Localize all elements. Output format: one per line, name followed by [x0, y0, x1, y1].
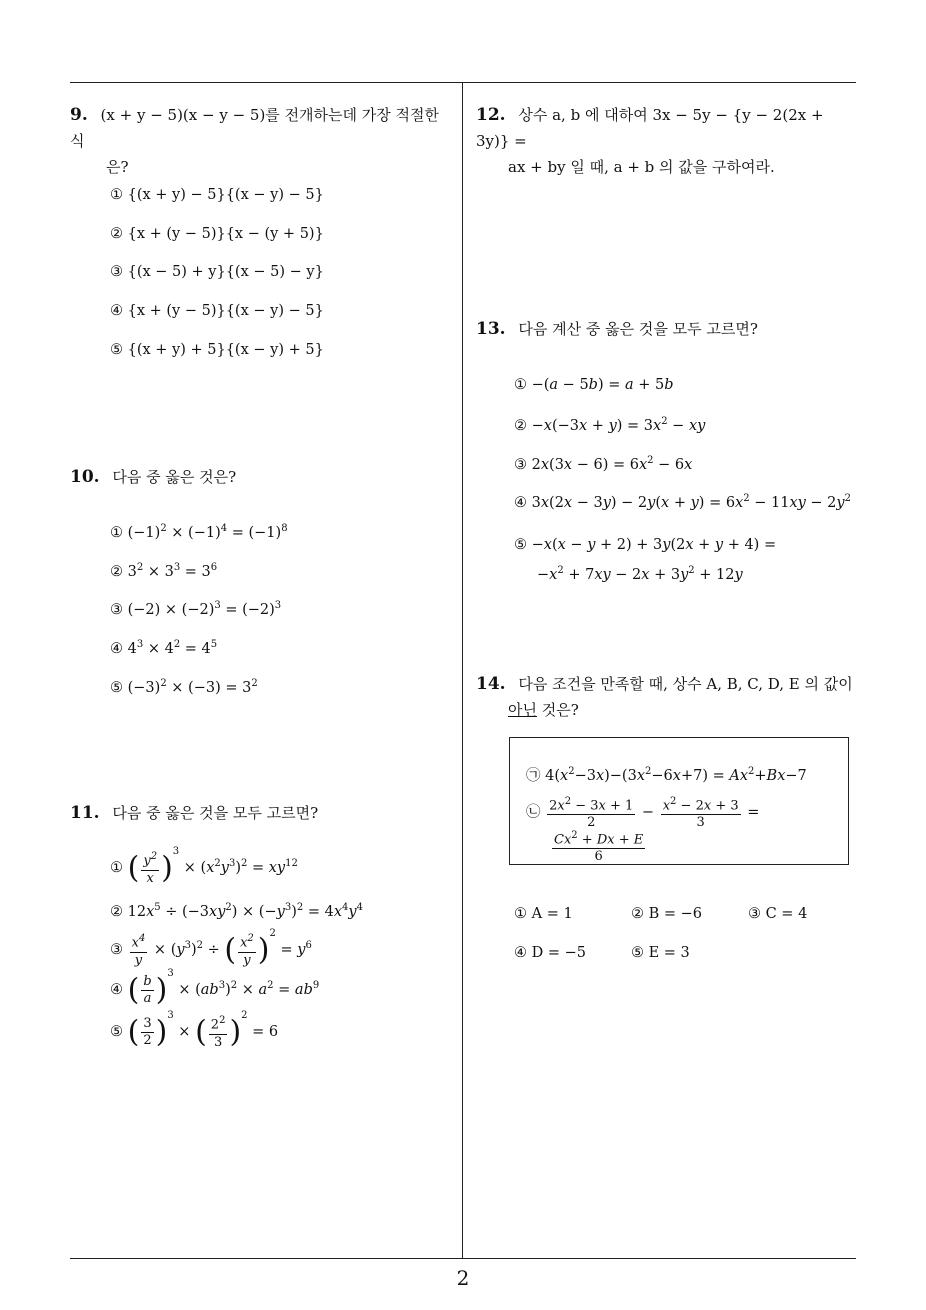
- q14-option-5[interactable]: ⑤ E = 3: [631, 945, 690, 961]
- question-number: 13.: [476, 319, 506, 339]
- question-11: [70, 800, 456, 826]
- question-number: 12.: [476, 105, 506, 125]
- question-number: 9.: [70, 105, 88, 125]
- q9-option-3[interactable]: ③ {(x − 5) + y}{(x − 5) − y}: [110, 264, 324, 280]
- q10-option-4[interactable]: ④ $4^3 \times 4^2 = 4^5$: [110, 639, 218, 657]
- q14-option-4[interactable]: ④ D = −5: [514, 945, 586, 961]
- q11-option-3[interactable]: ③ $\frac{x^4}{y}$ × $(y^3)^2$ ÷ ( $\frac{x^2}{y}$ )$^2 = y^6$: [110, 928, 312, 968]
- q9-option-5[interactable]: ⑤ {(x + y) + 5}{(x − y) + 5}: [110, 342, 324, 358]
- condition-2: ㉡ $\frac{2x^2 - 3x + 1}{2}$ − $\frac{x^2 - 2x + 3}{3}$ =: [526, 796, 760, 831]
- q11-option-4[interactable]: ④ ( $\frac{b}{a}$ )$^3 \times (ab^3)^2 \times a^2 = ab^9$: [110, 968, 320, 1008]
- question-stem: 상수 a, b 에 대하여 3x − 5y − {y − 2(2x + 3y)} =: [476, 106, 824, 150]
- condition-2-rhs: $\frac{Cx^2 + Dx + E}{6}$: [554, 830, 644, 865]
- condition-box: [509, 737, 849, 865]
- question-number: 10.: [70, 467, 100, 487]
- q10-option-2[interactable]: ② $3^2 \times 3^3 = 3^6$: [110, 562, 218, 580]
- underlined-word: 아닌: [508, 701, 537, 719]
- question-stem-cont: 은?: [106, 158, 129, 176]
- question-12: [476, 102, 860, 180]
- condition-1: ㉠ $4(x^2-3x)-(3x^2-6x+7) = Ax^2+Bx-7$: [526, 766, 807, 784]
- question-stem: 다음 조건을 만족할 때, 상수 A, B, C, D, E 의 값이: [518, 675, 853, 693]
- question-9: [70, 102, 456, 180]
- q10-option-1[interactable]: ① $(-1)^2 \times (-1)^4 = (-1)^8$: [110, 523, 288, 541]
- q9-option-4[interactable]: ④ {x + (y − 5)}{(x − y) − 5}: [110, 303, 324, 319]
- q13-option-4[interactable]: ④ $3x(2x - 3y) - 2y(x + y) = 6x^2 - 11xy - 2y^2$: [514, 493, 851, 511]
- question-stem: 다음 중 옳은 것은?: [112, 468, 237, 486]
- question-stem-cont: 것은?: [536, 701, 579, 719]
- q10-option-5[interactable]: ⑤ $(-3)^2 \times (-3) = 3^2$: [110, 678, 258, 696]
- q11-option-5[interactable]: ⑤ ( $\frac{3}{2}$ )$^3$ × ( $\frac{2^2}{3}$ )$^2$ = 6: [110, 1010, 279, 1050]
- q11-option-2[interactable]: ② $12x^5 \div (-3xy^2) \times (-y^3)^2 = 4x^4y^4$: [110, 902, 363, 920]
- q13-option-1[interactable]: ① −(a − 5b) = a + 5b: [514, 377, 674, 393]
- q13-option-3[interactable]: ③ $2x(3x - 6) = 6x^2 - 6x$: [514, 455, 693, 473]
- q13-option-5[interactable]: ⑤ −x(x − y + 2) + 3y(2x + y + 4) = $-x^2 + 7xy - 2x + 3y^2 + 12y$: [514, 537, 777, 583]
- question-stem-cont: ax + by 일 때, a + b 의 값을 구하여라.: [508, 158, 775, 176]
- q14-option-2[interactable]: ② B = −6: [631, 906, 703, 922]
- q10-option-3[interactable]: ③ $(-2) \times (-2)^3 = (-2)^3$: [110, 600, 282, 618]
- question-14: [476, 671, 860, 723]
- q9-option-1[interactable]: ① {(x + y) − 5}{(x − y) − 5}: [110, 187, 324, 203]
- question-10: [70, 464, 456, 490]
- bottom-rule: [70, 1258, 856, 1259]
- question-stem: (x + y − 5)(x − y − 5)를 전개하는데 가장 적절한 식: [70, 106, 440, 150]
- page-number: 2: [456, 1266, 470, 1290]
- question-number: 14.: [476, 674, 506, 694]
- q14-option-1[interactable]: ① A = 1: [514, 906, 573, 922]
- top-rule: [70, 82, 856, 83]
- q9-option-2[interactable]: ② {x + (y − 5)}{x − (y + 5)}: [110, 226, 324, 242]
- question-13: [476, 316, 860, 342]
- q14-option-3[interactable]: ③ C = 4: [748, 906, 808, 922]
- question-number: 11.: [70, 803, 100, 823]
- q13-option-2[interactable]: ② $-x(-3x + y) = 3x^2$ − xy: [514, 416, 706, 434]
- question-stem: 다음 계산 중 옳은 것을 모두 고르면?: [518, 320, 758, 338]
- question-stem: 다음 중 옳은 것을 모두 고르면?: [112, 804, 319, 822]
- q11-option-1[interactable]: ① ( $\frac{y^2}{x}$ )$^3 \times (x^2y^3)^2 = xy^{12}$: [110, 846, 298, 886]
- column-divider: [462, 83, 463, 1259]
